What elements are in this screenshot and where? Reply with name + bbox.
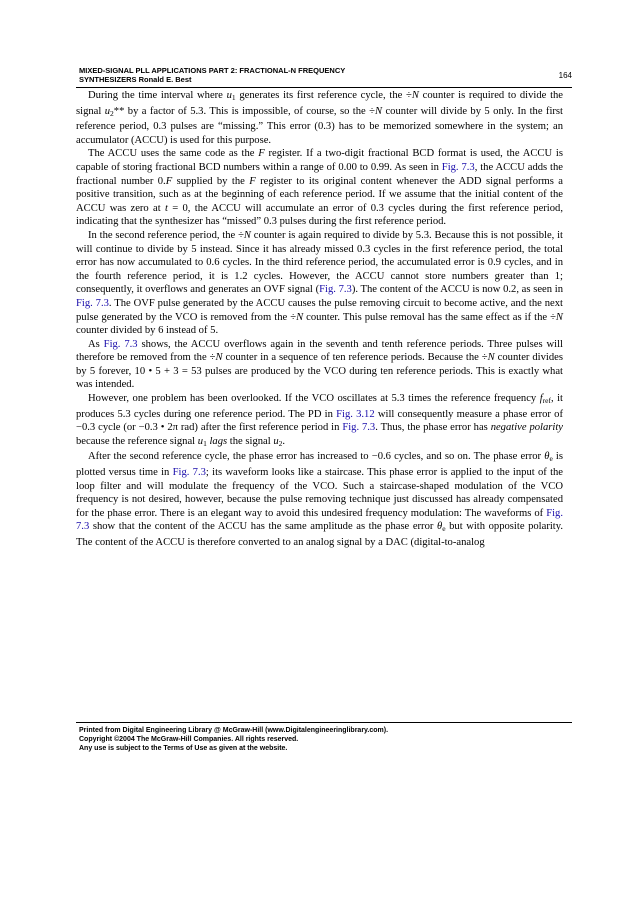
fig-7-3-link[interactable]: Fig. 7.3 — [342, 422, 376, 434]
fig-7-3-link[interactable]: Fig. 7.3 — [76, 297, 109, 309]
fig-3-12-link[interactable]: Fig. 3.12 — [336, 408, 375, 420]
fig-7-3-link[interactable]: Fig. 7.3 — [76, 507, 563, 533]
paragraph-6: After the second reference cycle, the phase error has increased to −0.6 cycles, and so on. The phase error $\theta_e$ is plotted versus time in Fig. 7.3; its waveform looks like a staircase. This phase error is applied to the input of the loop filter and will modulate the frequency of the VCO. Such a staircase-shaped modulation of the VCO frequency is not desired, however, because the pulse removing technique just discussed has already compensated for the phase error. There is an elegant way to avoid this undesired frequency modulation: The waveforms of Fig. 7.3 show that the content of the ACCU has the same amplitude as the phase error $\theta_e$ but with opposite polarity. The content of the ACCU is therefore converted to an analog signal by a DAC (digital-to-analog — [76, 451, 564, 548]
fig-7-3-link[interactable]: Fig. 7.3 — [319, 284, 352, 296]
paragraph-2: The ACCU uses the same code as the F register. If a two-digit fractional BCD format is used, the ACCU is capable of storing fractional BCD numbers within a range of 0.00 to 0.99. As seen in Fig. 7.3, the ACCU adds the fractional number 0.F supplied by the F register to its original content whenever the ADD signal performs a positive transition, such as at the beginning of each reference period. If we assume that the initial content of the ACCU was zero at t = 0, the ACCU will accumulate an error of 0.3 cycles during the first reference period, indicating that the synthesizer has “missed” 0.3 pulses during the first reference period. — [76, 148, 564, 228]
fig-7-3-link[interactable]: Fig. 7.3 — [441, 161, 475, 173]
footer-copyright: Copyright ©2004 The McGraw-Hill Companies. All rights reserved. — [79, 736, 299, 743]
paragraph-5: However, one problem has been overlooked. If the VCO oscillates at 5.3 times the reference frequency $f_{ref}$, it produces 5.3 cycles during one reference period. The PD in Fig. 3.12 will consequently measure a phase error of −0.3 cycle (or −0.3 • 2π rad) after the first reference period in Fig. 7.3. Thus, the phase error has negative polarity because the reference signal $u_1$ lags the signal $u_2$. — [76, 393, 564, 448]
header-author: SYNTHESIZERS Ronald E. Best — [79, 75, 192, 84]
paragraph-4: As Fig. 7.3 shows, the ACCU overflows again in the seventh and tenth reference periods. Three pulses will therefore be removed from the ÷N counter in a sequence of ten reference periods. Because the ÷N counter divides by 5 forever, 10 • 5 + 3 = 53 pulses are produced by the VCO during ten reference periods. This is exactly what was intended. — [76, 338, 563, 391]
footer-printed-from: Printed from Digital Engineering Library @ McGraw-Hill (www.Digitalengineeringlibrary.com). — [79, 727, 389, 734]
paragraph-3: In the second reference period, the ÷N counter is again required to divide by 5.3. Because this is not possible, it will continue to divide by 5 instead. Since it has already missed 0.3 cycles in the first reference period, the total error has now accumulated to 0.6 cycles. In the third reference period, the accumulated error is 0.9 cycles, and in the fourth reference period, it is 1.2 cycles. However, the ACCU cannot store numbers greater than 1; consequently, it overflows and generates an OVF signal (Fig. 7.3). The content of the ACCU is now 0.2, as seen in Fig. 7.3. The OVF pulse generated by the ACCU causes the pulse removing circuit to become active, and the next pulse generated by the VCO is removed from the ÷N counter. This pulse removal has the same effect as if the ÷N counter divided by 6 instead of 5. — [76, 229, 563, 337]
paragraph-1: During the time interval where $u_1$ generates its first reference cycle, the ÷N counter is required to divide the signal $u_2**$ by a factor of 5.3. This is impossible, of course, so the ÷N counter will divide by 5 only. In the first reference period, 0.3 pulses are “missing.” This error (0.3) has to be memorized somewhere in the system; an accumulator (ACCU) is used for this purpose. — [76, 90, 564, 146]
running-header — [79, 66, 345, 84]
header-title: MIXED-SIGNAL PLL APPLICATIONS PART 2: FRACTIONAL-N FREQUENCY — [79, 66, 346, 75]
header-divider — [76, 87, 572, 88]
footer-terms: Any use is subject to the Terms of Use as given at the website. — [79, 745, 288, 752]
footer — [79, 726, 388, 753]
page-number: 164 — [558, 71, 572, 80]
body-text — [76, 89, 563, 550]
fig-7-3-link[interactable]: Fig. 7.3 — [172, 467, 206, 479]
fig-7-3-link[interactable]: Fig. 7.3 — [103, 338, 138, 350]
footer-divider — [76, 722, 572, 723]
